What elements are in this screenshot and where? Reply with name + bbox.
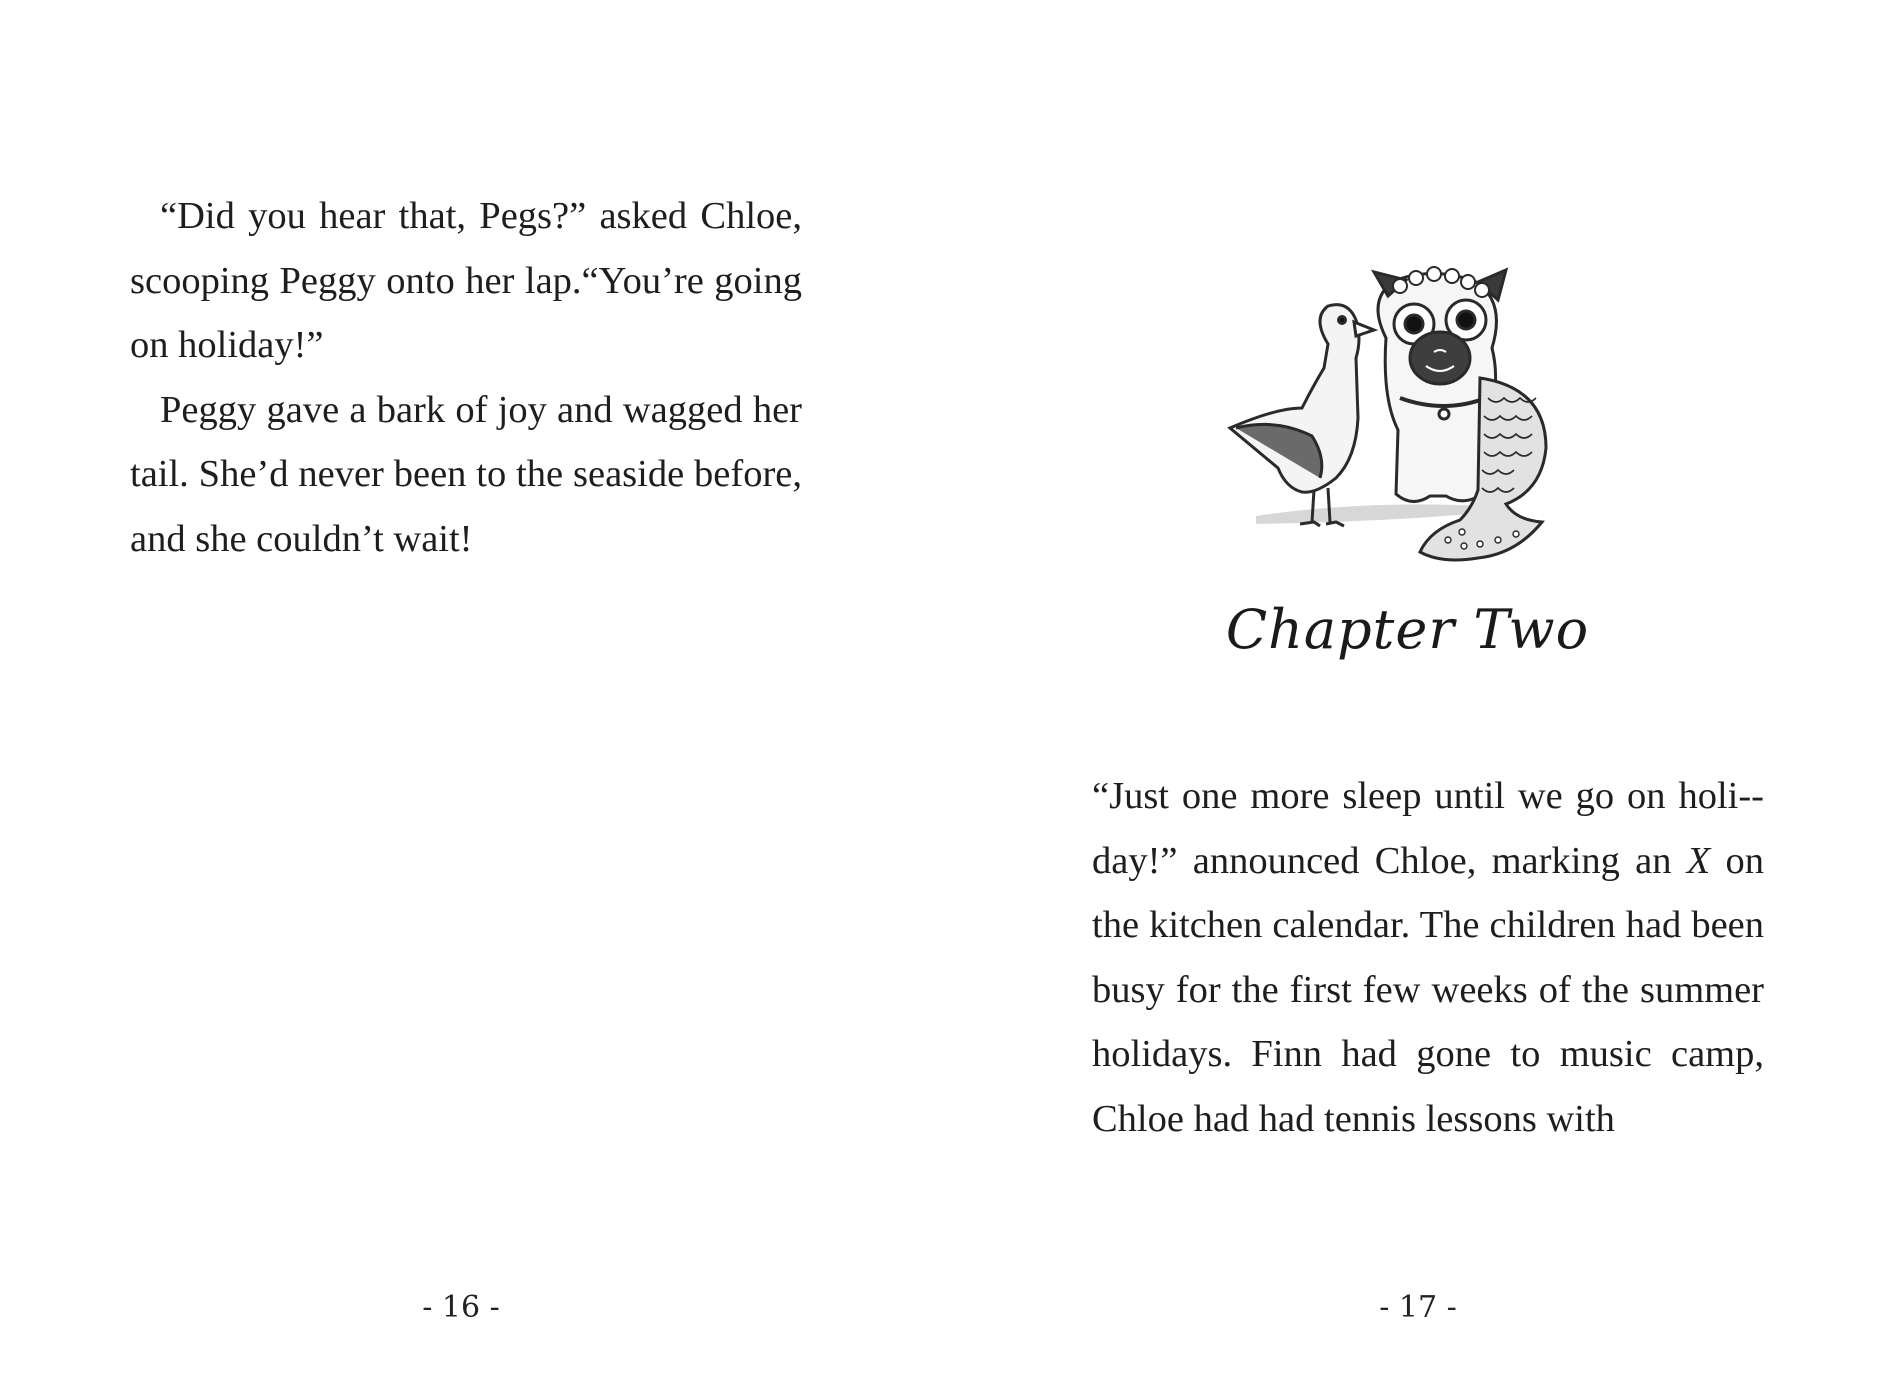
seagull-icon (1230, 305, 1374, 526)
paragraph: Peggy gave a bark of joy and wagged her tail. She’d never been to the seaside before, and she couldn’t wait! (130, 388, 802, 560)
left-page (0, 0, 938, 1396)
page-number: - 17 - (1379, 1290, 1457, 1325)
chapter-title: Chapter Two (1225, 598, 1590, 661)
paragraph-text: on the kitchen calendar. The children had been busy for the first few weeks of the summer holidays. Finn had gone to music camp, Chloe had had tennis lessons with (1092, 839, 1764, 1140)
left-page-text (130, 184, 802, 571)
paragraph: “Did you hear that, Pegs?” asked Chloe, scooping Peggy onto her lap.“You’re going on holiday!” (130, 195, 802, 366)
seagull-and-mermaid-pug-illustration (1216, 258, 1616, 578)
italic-letter: X (1686, 839, 1711, 882)
right-page (938, 0, 1877, 1396)
paragraph (1092, 764, 1764, 1151)
right-page-text (1092, 764, 1764, 1151)
paragraph-text: “Just one more sleep until we go on holi-day!” announced Chloe, marking an (1092, 775, 1764, 882)
page-number: - 16 - (422, 1290, 500, 1325)
